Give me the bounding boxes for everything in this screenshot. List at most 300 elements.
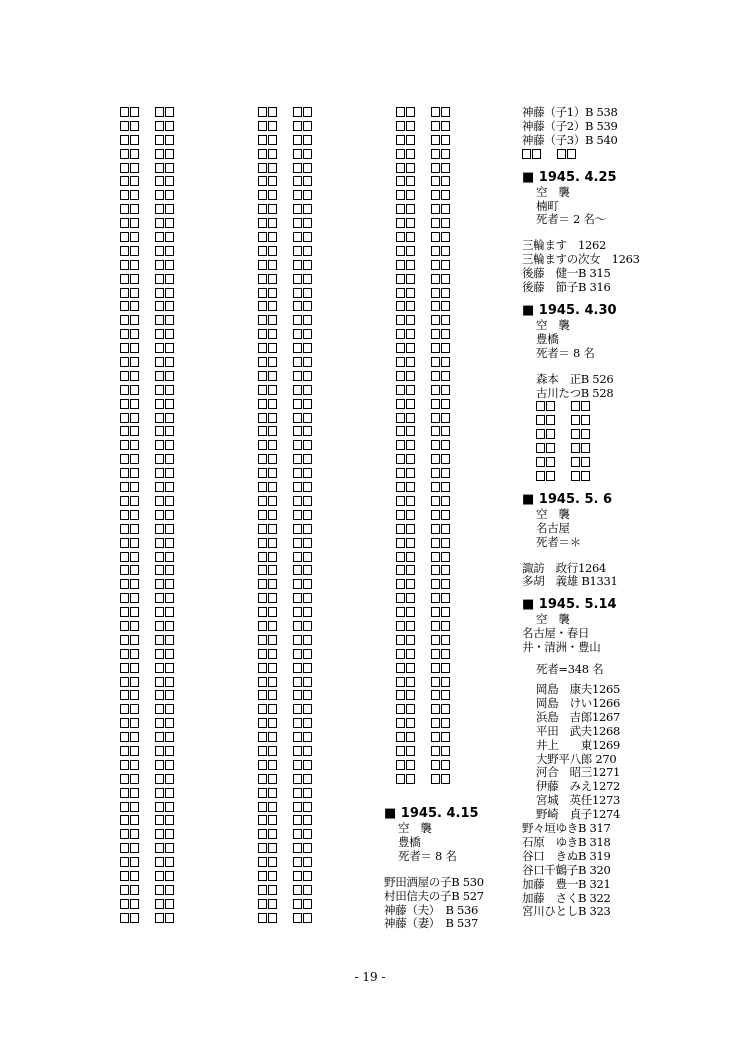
placeholder-box-row: [536, 470, 722, 484]
placeholder-box: [268, 718, 277, 728]
placeholder-box: [165, 301, 174, 311]
placeholder-box: [155, 107, 164, 117]
placeholder-box: [396, 246, 405, 256]
placeholder-box-row: [396, 259, 451, 273]
placeholder-box: [396, 163, 405, 173]
placeholder-box: [303, 315, 312, 325]
placeholder-box: [155, 288, 164, 298]
placeholder-box: [165, 399, 174, 409]
event-line: 死者＝＊: [536, 534, 581, 549]
placeholder-box: [293, 663, 302, 673]
placeholder-box-row: [396, 106, 451, 120]
placeholder-box: [303, 454, 312, 464]
placeholder-box: [293, 718, 302, 728]
placeholder-box-row: [258, 453, 313, 467]
placeholder-box-row: [258, 689, 313, 703]
placeholder-box: [258, 732, 267, 742]
placeholder-box: [293, 149, 302, 159]
placeholder-box: [120, 121, 129, 131]
placeholder-box: [536, 401, 545, 411]
placeholder-box: [406, 607, 415, 617]
placeholder-box: [155, 510, 164, 520]
placeholder-box: [130, 774, 139, 784]
placeholder-box: [130, 690, 139, 700]
placeholder-box-row: [120, 495, 175, 509]
placeholder-box-row: [120, 759, 175, 773]
placeholder-box: [155, 357, 164, 367]
placeholder-box: [155, 163, 164, 173]
placeholder-box-row: [396, 370, 451, 384]
placeholder-box-row: [258, 551, 313, 565]
person-entry: 宮城 英任1273: [536, 793, 621, 808]
placeholder-box: [303, 621, 312, 631]
placeholder-box: [546, 457, 555, 467]
placeholder-box: [165, 829, 174, 839]
placeholder-box: [130, 149, 139, 159]
placeholder-box: [258, 829, 267, 839]
placeholder-box-row: [396, 425, 451, 439]
placeholder-box: [130, 635, 139, 645]
right-column: [522, 106, 722, 919]
placeholder-box: [431, 163, 440, 173]
placeholder-box: [165, 454, 174, 464]
placeholder-box: [406, 538, 415, 548]
placeholder-box: [396, 760, 405, 770]
placeholder-box: [396, 135, 405, 145]
placeholder-box: [165, 357, 174, 367]
placeholder-box: [406, 635, 415, 645]
placeholder-box-row: [396, 231, 451, 245]
placeholder-box: [293, 385, 302, 395]
placeholder-box: [155, 385, 164, 395]
placeholder-box: [303, 176, 312, 186]
placeholder-box: [571, 457, 580, 467]
placeholder-box: [571, 415, 580, 425]
placeholder-box: [293, 579, 302, 589]
placeholder-box: [165, 524, 174, 534]
placeholder-box: [293, 677, 302, 687]
placeholder-box: [268, 732, 277, 742]
placeholder-box-row: [258, 495, 313, 509]
placeholder-box: [268, 135, 277, 145]
placeholder-box: [120, 190, 129, 200]
placeholder-box: [581, 457, 590, 467]
placeholder-box: [258, 649, 267, 659]
placeholder-box: [431, 440, 440, 450]
event-type: 空 襲: [398, 821, 432, 835]
placeholder-box: [120, 760, 129, 770]
placeholder-box: [155, 760, 164, 770]
placeholder-box: [406, 496, 415, 506]
placeholder-box: [293, 454, 302, 464]
placeholder-box: [441, 552, 450, 562]
placeholder-box-row: [120, 356, 175, 370]
placeholder-box: [120, 149, 129, 159]
placeholder-box: [293, 760, 302, 770]
placeholder-box-row: [120, 564, 175, 578]
placeholder-box: [431, 454, 440, 464]
placeholder-box: [258, 718, 267, 728]
placeholder-box: [130, 843, 139, 853]
placeholder-box-row: [258, 578, 313, 592]
placeholder-box: [303, 107, 312, 117]
placeholder-box: [258, 885, 267, 895]
placeholder-box: [396, 496, 405, 506]
placeholder-box-row: [120, 870, 175, 884]
placeholder-box: [268, 301, 277, 311]
placeholder-box-row: [120, 787, 175, 801]
placeholder-box: [303, 468, 312, 478]
placeholder-box: [268, 413, 277, 423]
placeholder-box: [130, 565, 139, 575]
placeholder-box: [165, 885, 174, 895]
placeholder-box: [546, 471, 555, 481]
placeholder-box: [441, 468, 450, 478]
placeholder-box: [165, 385, 174, 395]
placeholder-box: [431, 329, 440, 339]
placeholder-box: [258, 524, 267, 534]
placeholder-box: [431, 482, 440, 492]
placeholder-box: [258, 871, 267, 881]
placeholder-box-row: [120, 912, 175, 926]
placeholder-box: [130, 718, 139, 728]
placeholder-box: [258, 218, 267, 228]
placeholder-box: [120, 482, 129, 492]
placeholder-box: [120, 829, 129, 839]
placeholder-box-row: [396, 314, 451, 328]
placeholder-box-row: [536, 442, 722, 456]
placeholder-box-row: [120, 703, 175, 717]
placeholder-box: [155, 496, 164, 506]
person-entry: 石原 ゆきB 318: [522, 834, 611, 849]
placeholder-box-row: [120, 856, 175, 870]
placeholder-box: [431, 218, 440, 228]
placeholder-box-row: [120, 245, 175, 259]
placeholder-box-row: [120, 551, 175, 565]
placeholder-box-row: [258, 398, 313, 412]
placeholder-box: [120, 843, 129, 853]
placeholder-box: [268, 649, 277, 659]
placeholder-box: [120, 343, 129, 353]
placeholder-box-row: [120, 175, 175, 189]
placeholder-box: [396, 468, 405, 478]
placeholder-box: [396, 593, 405, 603]
person-entry: 谷口千鶴子B 320: [522, 862, 611, 877]
placeholder-box: [130, 204, 139, 214]
placeholder-box: [155, 371, 164, 381]
placeholder-box: [571, 429, 580, 439]
placeholder-box: [293, 732, 302, 742]
placeholder-box-row: [120, 259, 175, 273]
placeholder-box: [258, 413, 267, 423]
placeholder-box: [293, 343, 302, 353]
placeholder-box: [268, 260, 277, 270]
placeholder-box: [441, 246, 450, 256]
placeholder-box-row: [258, 231, 313, 245]
placeholder-box: [130, 732, 139, 742]
placeholder-box: [165, 274, 174, 284]
placeholder-box: [155, 885, 164, 895]
placeholder-box-row: [258, 162, 313, 176]
placeholder-box: [441, 663, 450, 673]
placeholder-box: [165, 704, 174, 714]
placeholder-box-row: [396, 509, 451, 523]
placeholder-box: [406, 176, 415, 186]
placeholder-box: [155, 274, 164, 284]
placeholder-box: [406, 413, 415, 423]
placeholder-box: [268, 552, 277, 562]
placeholder-box: [258, 176, 267, 186]
placeholder-box: [165, 510, 174, 520]
placeholder-box: [268, 482, 277, 492]
placeholder-box: [120, 815, 129, 825]
placeholder-box: [431, 385, 440, 395]
placeholder-box: [268, 440, 277, 450]
placeholder-box: [268, 607, 277, 617]
placeholder-box: [441, 482, 450, 492]
placeholder-box: [303, 510, 312, 520]
placeholder-box: [303, 190, 312, 200]
placeholder-box: [165, 690, 174, 700]
box-column-2: [258, 106, 313, 926]
placeholder-box: [155, 718, 164, 728]
placeholder-box: [268, 857, 277, 867]
placeholder-box: [431, 315, 440, 325]
placeholder-box: [120, 163, 129, 173]
placeholder-box: [155, 176, 164, 186]
placeholder-box-row: [258, 328, 313, 342]
person-entry: 後藤 節子B 316: [522, 280, 611, 295]
placeholder-box: [431, 746, 440, 756]
placeholder-box: [120, 774, 129, 784]
placeholder-box-row: [396, 453, 451, 467]
section-header: ■ 1945. 4.25: [522, 169, 617, 185]
placeholder-box: [268, 579, 277, 589]
placeholder-box: [258, 357, 267, 367]
placeholder-box: [546, 443, 555, 453]
placeholder-box-row: [258, 592, 313, 606]
placeholder-box: [293, 802, 302, 812]
placeholder-box-row: [258, 370, 313, 384]
placeholder-box-row: [258, 773, 313, 787]
placeholder-box-row: [258, 481, 313, 495]
placeholder-box: [130, 274, 139, 284]
placeholder-box: [441, 426, 450, 436]
placeholder-box: [155, 899, 164, 909]
placeholder-box-row: [258, 384, 313, 398]
placeholder-box: [120, 552, 129, 562]
placeholder-box: [268, 426, 277, 436]
placeholder-box-row: [258, 314, 313, 328]
placeholder-box: [441, 732, 450, 742]
placeholder-box-row: [120, 134, 175, 148]
section: [522, 597, 722, 919]
placeholder-box: [268, 815, 277, 825]
person-entry: 野崎 貞子1274: [536, 807, 621, 822]
placeholder-box: [441, 288, 450, 298]
placeholder-box: [303, 371, 312, 381]
placeholder-box: [258, 232, 267, 242]
placeholder-box: [293, 885, 302, 895]
placeholder-box: [441, 218, 450, 228]
placeholder-box-row: [120, 898, 175, 912]
person-entry: 谷口 きぬB 319: [522, 848, 611, 863]
placeholder-box: [258, 246, 267, 256]
placeholder-box: [431, 732, 440, 742]
placeholder-box-row: [258, 259, 313, 273]
placeholder-box: [268, 204, 277, 214]
placeholder-box: [293, 704, 302, 714]
placeholder-box: [293, 510, 302, 520]
placeholder-box: [155, 815, 164, 825]
placeholder-box: [406, 218, 415, 228]
placeholder-box: [293, 440, 302, 450]
placeholder-box: [268, 385, 277, 395]
placeholder-box: [258, 274, 267, 284]
placeholder-box: [431, 538, 440, 548]
person-entry: 大野平八郎 270: [536, 751, 617, 766]
placeholder-box: [406, 649, 415, 659]
placeholder-box: [303, 843, 312, 853]
placeholder-box: [165, 857, 174, 867]
placeholder-box: [431, 565, 440, 575]
placeholder-box-row: [120, 662, 175, 676]
placeholder-box: [441, 385, 450, 395]
placeholder-box: [567, 149, 576, 159]
person-entry: 野田酒屋の子B 530: [384, 874, 484, 889]
placeholder-box: [165, 246, 174, 256]
placeholder-box: [258, 371, 267, 381]
placeholder-box: [268, 274, 277, 284]
placeholder-box-row: [258, 898, 313, 912]
placeholder-box: [431, 399, 440, 409]
placeholder-box: [293, 260, 302, 270]
placeholder-box-row: [396, 217, 451, 231]
section-header: ■ 1945. 4.15: [384, 806, 479, 821]
placeholder-box: [431, 663, 440, 673]
placeholder-box: [293, 913, 302, 923]
placeholder-box: [303, 732, 312, 742]
placeholder-box: [293, 371, 302, 381]
placeholder-box: [293, 163, 302, 173]
placeholder-box: [303, 815, 312, 825]
placeholder-box: [155, 579, 164, 589]
placeholder-box: [155, 454, 164, 464]
placeholder-box: [303, 246, 312, 256]
placeholder-box: [155, 788, 164, 798]
placeholder-box: [406, 732, 415, 742]
placeholder-box: [155, 232, 164, 242]
placeholder-box: [165, 621, 174, 631]
placeholder-box: [406, 426, 415, 436]
placeholder-box: [396, 176, 405, 186]
placeholder-box: [120, 635, 129, 645]
placeholder-box: [155, 149, 164, 159]
placeholder-box: [268, 121, 277, 131]
placeholder-box-row: [522, 148, 722, 162]
placeholder-box: [406, 440, 415, 450]
placeholder-box: [130, 482, 139, 492]
placeholder-box: [268, 885, 277, 895]
placeholder-box: [303, 343, 312, 353]
placeholder-box-row: [396, 273, 451, 287]
placeholder-box: [258, 301, 267, 311]
placeholder-box: [155, 204, 164, 214]
placeholder-box: [268, 871, 277, 881]
placeholder-box: [431, 357, 440, 367]
placeholder-box: [130, 232, 139, 242]
placeholder-box-row: [258, 120, 313, 134]
placeholder-box: [396, 440, 405, 450]
placeholder-box: [441, 579, 450, 589]
placeholder-box: [303, 301, 312, 311]
placeholder-box: [303, 885, 312, 895]
placeholder-box: [130, 677, 139, 687]
placeholder-box: [293, 552, 302, 562]
placeholder-box: [303, 802, 312, 812]
placeholder-box-row: [258, 662, 313, 676]
placeholder-box: [268, 510, 277, 520]
placeholder-box: [130, 107, 139, 117]
section-header: ■ 1945. 5. 6: [522, 491, 613, 507]
placeholder-box: [120, 288, 129, 298]
placeholder-box: [406, 704, 415, 714]
placeholder-box: [258, 440, 267, 450]
placeholder-box: [441, 343, 450, 353]
placeholder-box: [258, 538, 267, 548]
placeholder-box: [431, 649, 440, 659]
placeholder-box: [431, 413, 440, 423]
placeholder-box: [268, 829, 277, 839]
person-entry: 神藤（夫） B 536: [384, 902, 479, 917]
placeholder-box: [155, 329, 164, 339]
placeholder-box: [303, 607, 312, 617]
placeholder-box: [441, 704, 450, 714]
placeholder-box: [130, 802, 139, 812]
placeholder-box: [406, 663, 415, 673]
placeholder-box-row: [120, 162, 175, 176]
placeholder-box: [406, 371, 415, 381]
placeholder-box: [165, 802, 174, 812]
placeholder-box: [120, 899, 129, 909]
placeholder-box: [155, 315, 164, 325]
placeholder-box-row: [120, 287, 175, 301]
placeholder-box: [431, 552, 440, 562]
placeholder-box: [431, 371, 440, 381]
placeholder-box: [130, 413, 139, 423]
placeholder-box: [441, 260, 450, 270]
placeholder-box-row: [396, 134, 451, 148]
placeholder-box: [293, 593, 302, 603]
placeholder-box: [406, 677, 415, 687]
placeholder-box: [130, 607, 139, 617]
box-column-1: [120, 106, 175, 926]
placeholder-box: [268, 315, 277, 325]
placeholder-box: [406, 343, 415, 353]
placeholder-box-row: [396, 578, 451, 592]
event-area: 名古屋・春日: [522, 626, 590, 641]
placeholder-box: [293, 176, 302, 186]
placeholder-box: [441, 649, 450, 659]
placeholder-box: [268, 371, 277, 381]
placeholder-box: [130, 913, 139, 923]
placeholder-box: [130, 121, 139, 131]
placeholder-box-row: [396, 537, 451, 551]
event-line: 空 襲: [536, 612, 570, 627]
placeholder-box-row: [120, 148, 175, 162]
placeholder-box-row: [396, 551, 451, 565]
placeholder-box: [431, 607, 440, 617]
